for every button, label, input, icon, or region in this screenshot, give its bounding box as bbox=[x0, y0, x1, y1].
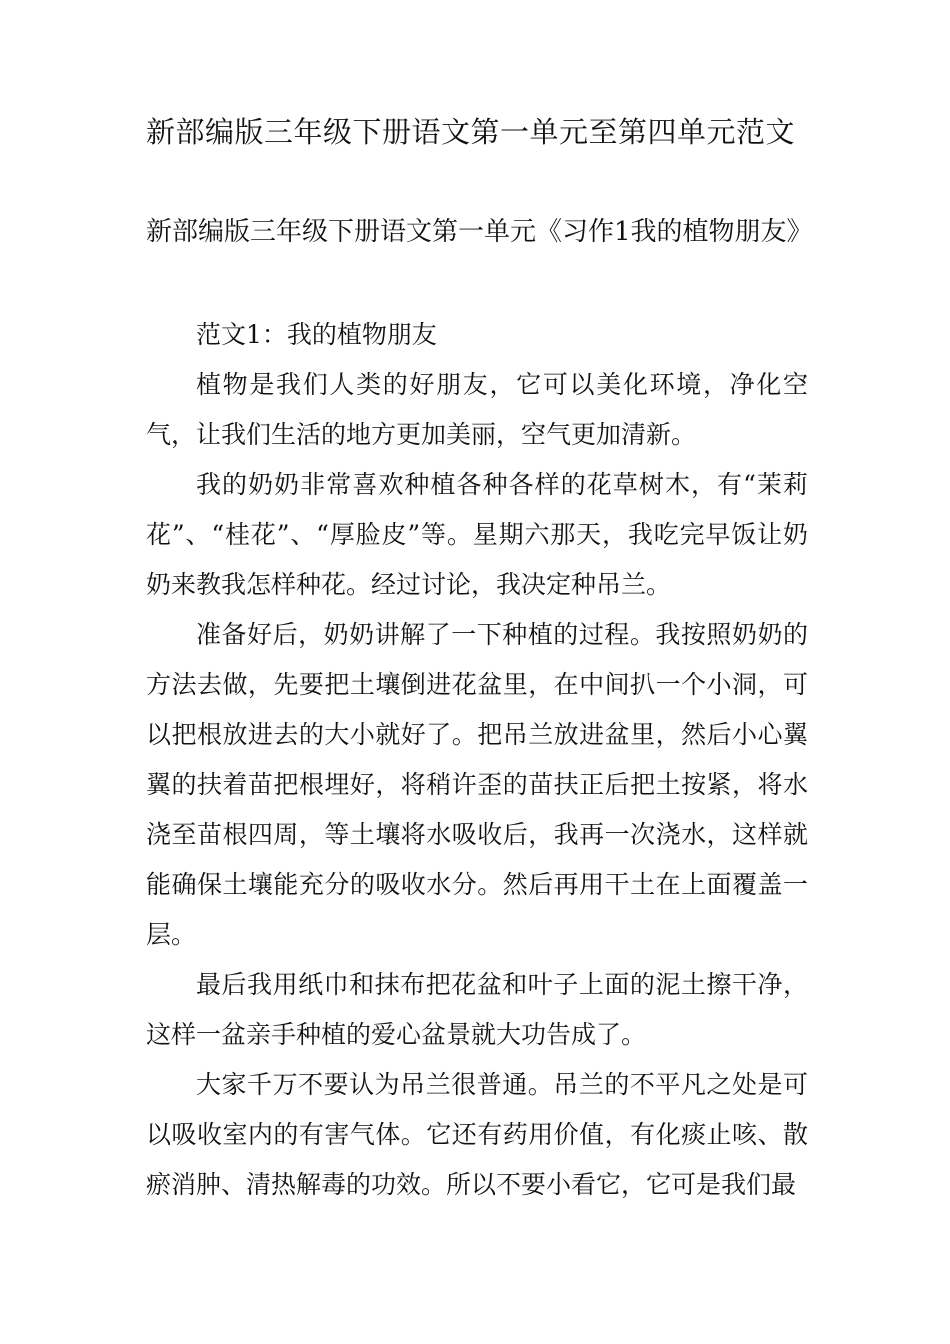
paragraph: 准备好后，奶奶讲解了一下种植的过程。我按照奶奶的方法去做，先要把土壤倒进花盆里，在中间扒一个小洞，可以把根放进去的大小就好了。把吊兰放进盆里，然后小心翼翼的扶着苗把根埋好，将稍许歪的苗扶正后把土按紧，将水浇至苗根四周，等土壤将水吸收后，我再一次浇水，这样就能确保土壤能充分的吸收水分。然后再用干土在上面覆盖一层。 bbox=[146, 620, 808, 949]
unit-title: 新部编版三年级下册语文第一单元《习作1我的植物朋友》 bbox=[146, 217, 813, 247]
document-title: 新部编版三年级下册语文第一单元至第四单元范文 bbox=[146, 115, 796, 149]
essay-body bbox=[146, 310, 808, 1210]
paragraph: 最后我用纸巾和抹布把花盆和叶子上面的泥土擦干净，这样一盆亲手种植的爱心盆景就大功告成了。 bbox=[146, 970, 808, 1049]
paragraph: 大家千万不要认为吊兰很普通。吊兰的不平凡之处是可以吸收室内的有害气体。它还有药用价值，有化痰止咳、散瘀消肿、清热解毒的功效。所以不要小看它，它可是我们最 bbox=[146, 1070, 808, 1199]
paragraph: 植物是我们人类的好朋友，它可以美化环境，净化空气，让我们生活的地方更加美丽，空气更加清新。 bbox=[146, 370, 808, 449]
essay-heading: 范文1：我的植物朋友 bbox=[196, 320, 437, 349]
paragraph: 我的奶奶非常喜欢种植各种各样的花草树木，有“茉莉花”、“桂花”、“厚脸皮”等。星期六那天，我吃完早饭让奶奶来教我怎样种花。经过讨论，我决定种吊兰。 bbox=[146, 470, 808, 599]
